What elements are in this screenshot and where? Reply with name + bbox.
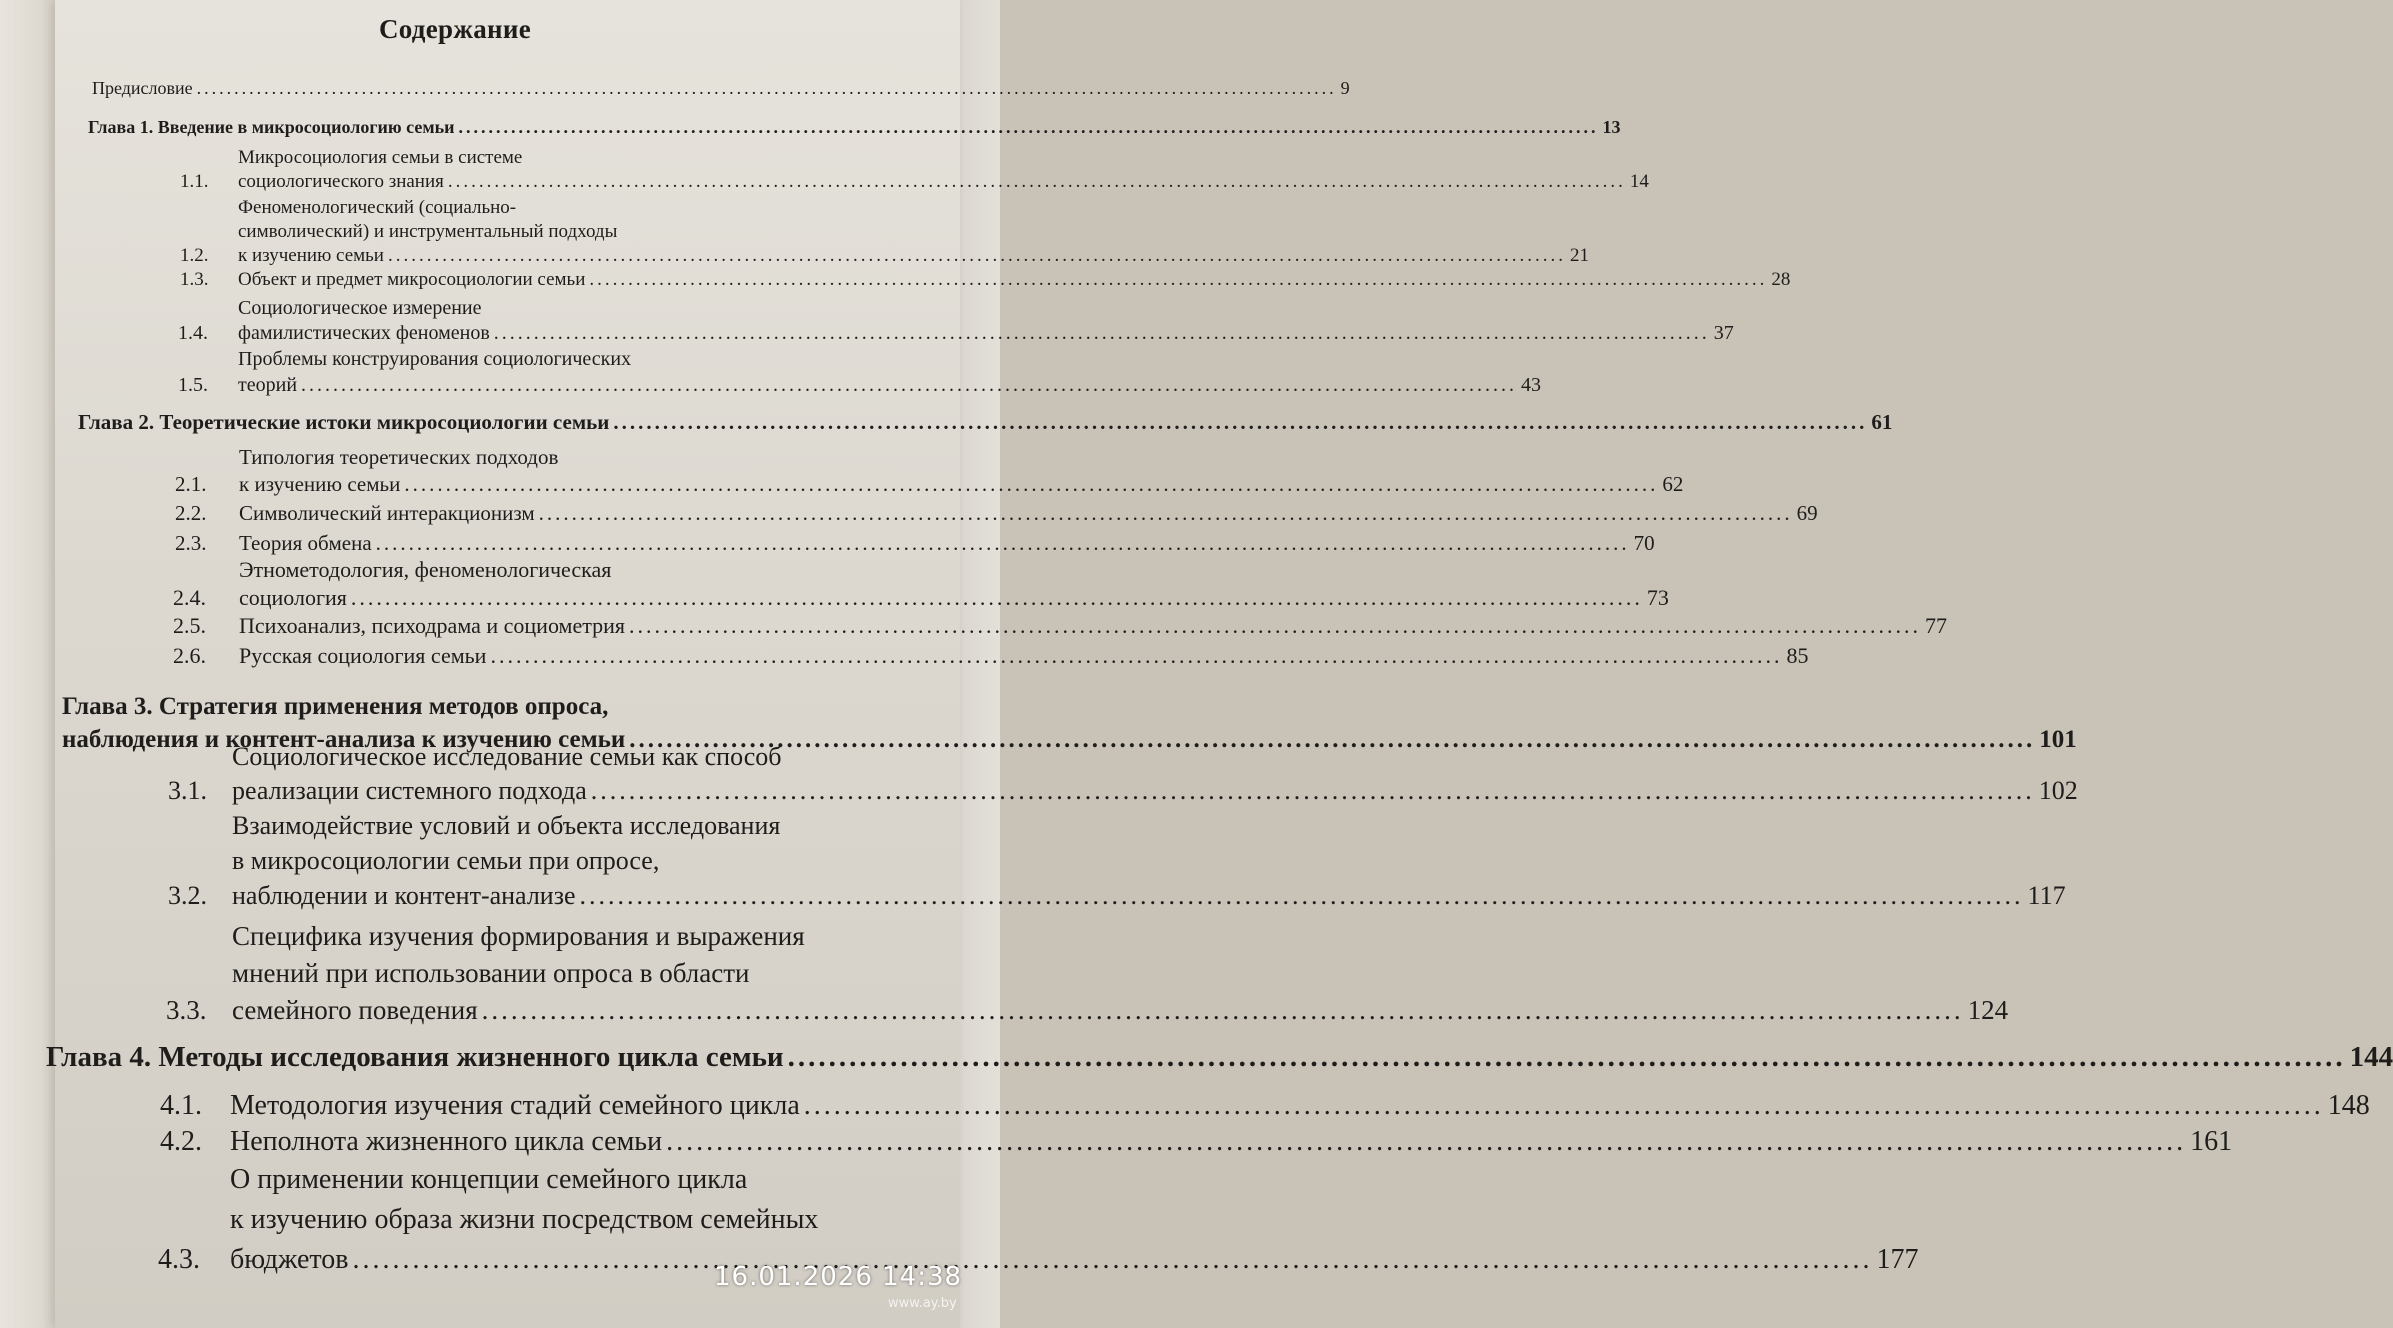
entry-label-line: бюджетов [230, 1244, 349, 1275]
page-number: 70 [1633, 531, 1655, 555]
entry-label-line: фамилистических феноменов [238, 322, 490, 344]
toc-entry-2-3 [175, 530, 1655, 557]
dot-leader [788, 1038, 2346, 1076]
page-number: 161 [2190, 1126, 2233, 1157]
page-number: 117 [2027, 881, 2066, 910]
page-number: 77 [1925, 613, 1947, 638]
section-number: 2.3. [175, 531, 207, 555]
toc-entry-1-5 [178, 346, 1542, 398]
page-number: 69 [1796, 501, 1818, 525]
toc-entry-3-1 [168, 740, 2078, 808]
section-number: 3.1. [168, 776, 207, 805]
dot-leader [666, 1124, 2186, 1160]
page-number: 148 [2327, 1090, 2370, 1121]
toc-entry-2-1 [175, 444, 1684, 498]
page-number: 102 [2038, 776, 2078, 805]
page-number: 28 [1771, 269, 1791, 290]
section-number: 4.2. [160, 1126, 202, 1157]
entry-label-line: к изучению семьи [239, 472, 401, 496]
page-number: 13 [1602, 117, 1621, 137]
dot-leader [352, 1240, 1872, 1280]
toc-entry-1-1 [180, 146, 1649, 194]
chapter-label: Глава 2. Теоретические истоки микросоциологии семьи [78, 410, 610, 434]
dot-leader [351, 584, 1643, 612]
dot-leader [301, 372, 1517, 398]
site-watermark: www.ay.by [888, 1296, 957, 1311]
dot-leader [376, 530, 1630, 557]
entry-label: Символический интеракционизм [239, 501, 535, 525]
toc-entry-1-2 [180, 196, 1589, 268]
dot-leader [613, 410, 1867, 435]
page-number: 124 [1967, 995, 2009, 1025]
toc-entry-2-5 [173, 612, 1947, 640]
toc-entry-chapter-2 [78, 410, 1893, 435]
section-number: 1.3. [180, 269, 209, 290]
entry-label: Психоанализ, психодрама и социометрия [239, 613, 625, 638]
section-number: 2.6. [173, 643, 206, 668]
entry-label-line: в микросоциологии семьи при опросе, [232, 846, 660, 875]
entry-label: Неполнота жизненного цикла семьи [230, 1126, 663, 1157]
entry-label-line: Микросоциология семьи в системе [238, 147, 523, 168]
page-number: 73 [1646, 585, 1669, 610]
toc-entry-chapter-4 [46, 1038, 2393, 1076]
chapter-label-line: наблюдения и контент-анализа к изучению семьи [62, 726, 626, 753]
entry-label: Предисловие [92, 78, 193, 98]
toc-entry-preface [92, 78, 1350, 99]
dot-leader [404, 471, 1658, 498]
section-number: 1.4. [178, 322, 208, 344]
toc-entry-2-2 [175, 500, 1818, 527]
toc-entry-chapter-1 [88, 117, 1621, 138]
section-number: 2.2. [175, 501, 207, 525]
dot-leader [591, 774, 2035, 808]
entry-label-line: Феноменологический (социально- [238, 197, 517, 218]
entry-label-line: Взаимодействие условий и объекта исследования [232, 811, 781, 840]
entry-label: Теория обмена [239, 531, 372, 555]
dot-leader [804, 1088, 2324, 1124]
entry-label-line: Специфика изучения формирования и выражения [232, 921, 805, 951]
entry-label-line: к изучению семьи [238, 245, 384, 266]
section-number: 3.3. [166, 995, 207, 1025]
entry-label-line: Типология теоретических подходов [239, 445, 559, 469]
chapter-label-line: Глава 3. Стратегия применения методов опроса, [62, 693, 609, 720]
page-number: 43 [1521, 374, 1542, 396]
entry-label-line: теорий [238, 374, 298, 396]
page-number: 21 [1569, 245, 1589, 266]
entry-label: Методология изучения стадий семейного цикла [230, 1090, 800, 1121]
toc-entry-3-2 [168, 808, 2066, 913]
entry-label-line: социологического знания [238, 171, 444, 192]
section-number: 4.3. [158, 1244, 200, 1275]
dot-leader [482, 992, 1964, 1029]
entry-label-line: семейного поведения [232, 995, 478, 1025]
page-title: Содержание [378, 14, 532, 44]
page-number: 62 [1662, 472, 1684, 496]
section-number: 2.1. [175, 472, 207, 496]
entry-label-line: реализации системного подхода [232, 776, 587, 805]
dot-leader [490, 642, 1782, 670]
entry-label-line: Этнометодология, феноменологическая [239, 557, 612, 582]
photo-timestamp: 16.01.2026 14:38 [714, 1262, 963, 1292]
entry-label-line: символический) и инструментальный подходы [238, 221, 618, 242]
entry-label-line: к изучению образа жизни посредством семейных [230, 1204, 819, 1235]
dot-leader [539, 500, 1793, 527]
dot-leader [580, 878, 2024, 913]
entry-label: Объект и предмет микросоциологии семьи [238, 269, 586, 290]
chapter-label: Глава 4. Методы исследования жизненного цикла семьи [46, 1041, 784, 1073]
page-number: 144 [2349, 1041, 2393, 1073]
section-number: 1.1. [180, 171, 209, 192]
page-number: 177 [1876, 1244, 1919, 1275]
entry-label-line: Социологическое исследование семьи как способ [232, 742, 782, 771]
toc-entry-1-4 [178, 296, 1734, 346]
entry-label: Русская социология семьи [239, 643, 487, 668]
section-number: 2.5. [173, 613, 206, 638]
toc-entry-2-4 [173, 556, 1669, 612]
dot-leader [589, 268, 1767, 292]
dot-leader [197, 78, 1337, 99]
page-number: 9 [1340, 78, 1350, 98]
toc-entry-4-2 [160, 1124, 2233, 1160]
entry-label-line: мнений при использовании опроса в области [232, 958, 750, 988]
section-number: 1.2. [180, 245, 209, 266]
entry-label-line: социология [239, 585, 347, 610]
toc-entry-2-6 [173, 642, 1809, 670]
page-number: 14 [1629, 171, 1649, 192]
section-number: 1.5. [178, 374, 208, 396]
page-number: 61 [1871, 410, 1893, 434]
entry-label-line: О применении концепции семейного цикла [230, 1164, 748, 1195]
toc-entry-4-1 [160, 1088, 2370, 1124]
entry-label-line: Проблемы конструирования социологических [238, 348, 632, 370]
dot-leader [388, 244, 1566, 268]
page-number: 37 [1713, 322, 1734, 344]
dot-leader [629, 612, 1921, 640]
page-number: 101 [2039, 726, 2077, 753]
chapter-label: Глава 1. Введение в микросоциологию семьи [88, 117, 455, 137]
dot-leader [448, 170, 1626, 194]
page-number: 85 [1786, 643, 1809, 668]
dot-leader [494, 321, 1710, 346]
section-number: 4.1. [160, 1090, 202, 1121]
entry-label-line: наблюдении и контент-анализе [232, 881, 576, 910]
dot-leader [459, 117, 1599, 138]
entry-label-line: Социологическое измерение [238, 297, 482, 319]
section-number: 3.2. [168, 881, 207, 910]
section-number: 2.4. [173, 585, 206, 610]
toc-entry-1-3 [180, 268, 1791, 292]
toc-entry-3-3 [166, 918, 2009, 1029]
